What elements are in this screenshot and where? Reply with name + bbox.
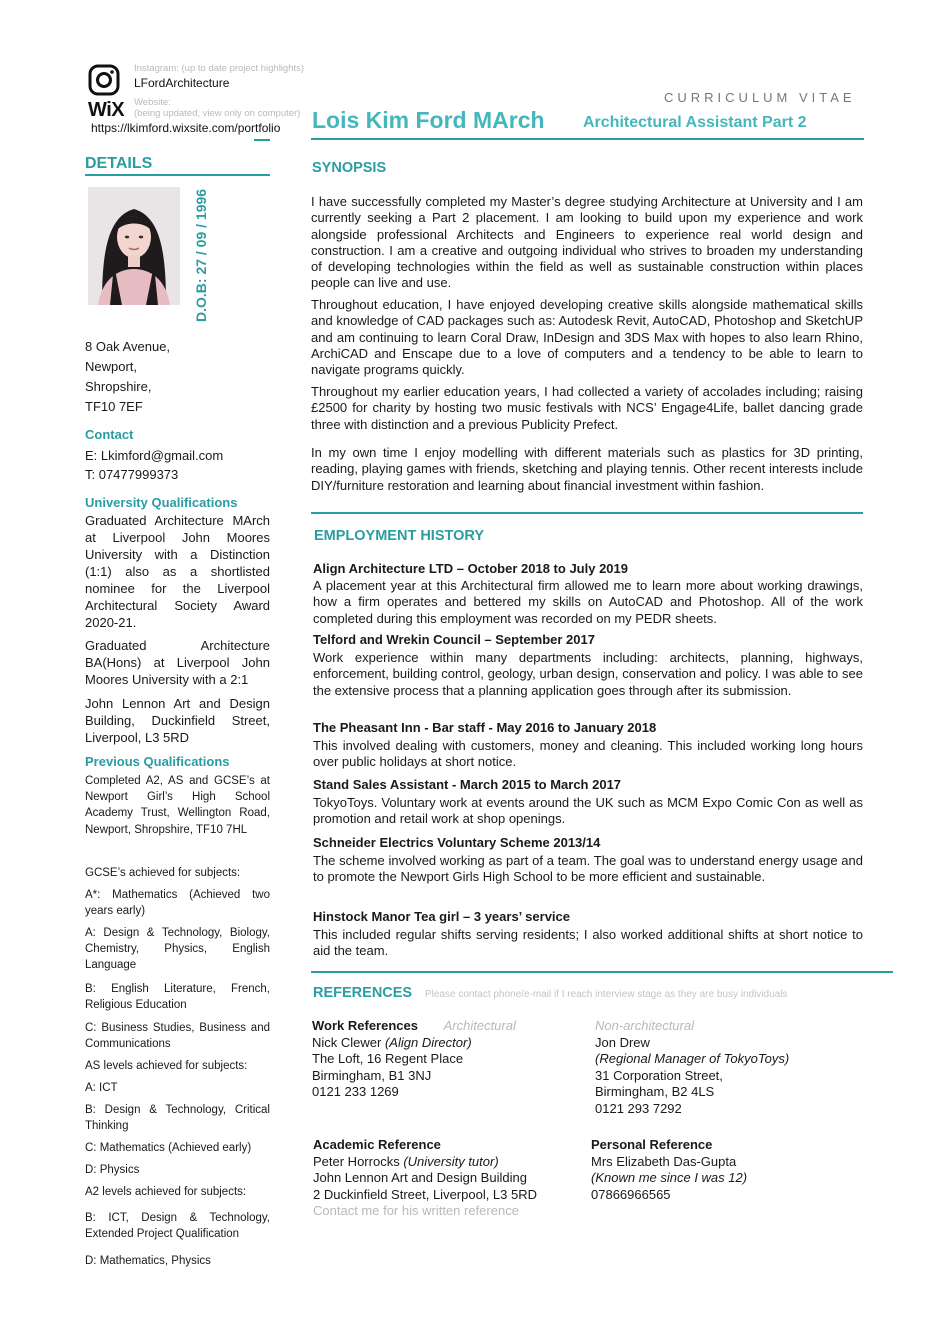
details-heading: DETAILS bbox=[85, 155, 153, 172]
candidate-name: Lois Kim Ford MArch bbox=[312, 107, 545, 133]
address-block bbox=[85, 337, 170, 417]
personal-reference-heading: Personal Reference bbox=[591, 1137, 713, 1152]
references-note: Please contact phone/e-mail if I reach interview stage as they are busy individuals bbox=[425, 989, 788, 1000]
synopsis-divider bbox=[311, 512, 863, 514]
job-description: The scheme involved working as part of a team. The goal was to understand energy usage and to promote the Newport Girls High School to be more efficient and sustainable. bbox=[313, 853, 863, 885]
job-title: Telford and Wrekin Council – September 2017 bbox=[313, 632, 595, 647]
instagram-icon bbox=[88, 64, 120, 96]
gcse-grade: B: English Literature, French, Religious Education bbox=[85, 983, 270, 1012]
references-heading: REFERENCES bbox=[313, 985, 413, 1001]
job-title: The Pheasant Inn - Bar staff - May 2016 to January 2018 bbox=[313, 720, 657, 735]
job-title: Stand Sales Assistant - March 2015 to March 2017 bbox=[313, 777, 622, 792]
address-line: 8 Oak Avenue, bbox=[85, 339, 171, 354]
a2-level-heading: A2 levels achieved for subjects: bbox=[85, 1186, 247, 1198]
synopsis-heading: SYNOPSIS bbox=[312, 160, 387, 176]
non-architectural-tag: Non-architectural bbox=[595, 1018, 694, 1033]
job-title: Schneider Electrics Voluntary Scheme 2013/14 bbox=[313, 835, 601, 850]
a2-level-grade: B: ICT, Design & Technology, Extended Project Qualification bbox=[85, 1212, 270, 1241]
referee-address: John Lennon Art and Design Building bbox=[313, 1170, 527, 1186]
referee-name: Nick Clewer bbox=[312, 1034, 385, 1050]
referee-phone: 07866966565 bbox=[591, 1186, 671, 1202]
referee-address: 2 Duckinfield Street, Liverpool, L3 5RD bbox=[313, 1186, 538, 1202]
job-description: TokyoToys. Voluntary work at events around the UK such as MCM Expo Comic Con as well as promotion and retail work at shop openings. bbox=[313, 795, 863, 827]
employment-heading: EMPLOYMENT HISTORY bbox=[314, 528, 484, 544]
synopsis-paragraph: I have successfully completed my Master’s degree studying Architecture at University and I am currently seeking a Part 2 placement. I am looking to build upon my experience and work alongside professional Architects and Engineers to experience real world design and construction. I am a creative and outgoing individual who strives to broaden my understanding of developing technologies within the field as well as sustainable construction within places people can live and use. bbox=[311, 194, 863, 291]
profile-photo bbox=[88, 187, 180, 305]
details-divider bbox=[85, 174, 270, 176]
work-reference-non-architectural bbox=[595, 1018, 789, 1118]
header-divider bbox=[311, 138, 864, 140]
reference-note: Contact me for his written reference bbox=[313, 1203, 519, 1219]
as-level-grade: D: Physics bbox=[85, 1164, 140, 1176]
date-of-birth: D.O.B: 27 / 09 / 1996 bbox=[193, 188, 209, 322]
work-reference-architectural bbox=[312, 1018, 516, 1101]
as-level-grade: B: Design & Technology, Critical Thinking bbox=[85, 1104, 270, 1133]
referee-role: (Regional Manager of TokyoToys) bbox=[595, 1051, 790, 1067]
referee-name: Jon Drew bbox=[595, 1034, 650, 1050]
job-description: A placement year at this Architectural firm allowed me to learn more about working drawings, how a firm operates and bettered my skills on AutoCAD and Photoshop. All of the work completed during this employment was recorded on my PEDR sheets. bbox=[313, 578, 863, 626]
work-references-heading: Work References bbox=[312, 1018, 418, 1033]
referee-phone: 0121 233 1269 bbox=[312, 1084, 399, 1100]
contact-block bbox=[85, 446, 223, 484]
wix-logo-icon: WiX bbox=[88, 99, 125, 121]
phone-number: T: 07477999373 bbox=[85, 467, 179, 482]
referee-address: Birmingham, B2 4LS bbox=[595, 1084, 715, 1100]
divider bbox=[254, 139, 270, 141]
referee-address: The Loft, 16 Regent Place bbox=[312, 1051, 464, 1067]
referee-address: 31 Corporation Street, bbox=[595, 1067, 723, 1083]
university-heading: University Qualifications bbox=[85, 495, 238, 510]
synopsis-paragraph: Throughout my earlier education years, I had collected a variety of accolades including; raising £2500 for charity by hosting two music festivals with NCS’ Engage4Life, ballet dancing grade three with distinction and a previous Publicity Prefect. bbox=[311, 384, 863, 432]
job-title: Hinstock Manor Tea girl – 3 years’ service bbox=[313, 909, 570, 924]
referee-role: (Align Director) bbox=[384, 1034, 472, 1050]
referee-role: (University tutor) bbox=[403, 1153, 499, 1169]
job-description: Work experience within many departments including: architects, planning, highways, enforcement, building control, geology, urban design, conservation and policy. I was able to see the extensive process that a planning application goes through after its submission. bbox=[313, 650, 863, 698]
as-level-grade: C: Mathematics (Achieved early) bbox=[85, 1142, 252, 1154]
a2-level-grade: D: Mathematics, Physics bbox=[85, 1255, 211, 1267]
referee-name: Mrs Elizabeth Das-Gupta bbox=[591, 1153, 737, 1169]
referee-phone: 0121 293 7292 bbox=[595, 1100, 682, 1116]
gcse-grade: A: Design & Technology, Biology, Chemistry, Physics, English Language bbox=[85, 927, 270, 972]
synopsis-paragraph: In my own time I enjoy modelling with different materials such as plastics for 3D printing, reading, playing games with friends, sketching and playing tennis. Other recent interests include DIY/furniture restoration and learning about financial investment within fashion. bbox=[311, 445, 863, 493]
personal-reference bbox=[591, 1137, 747, 1203]
instagram-caption: Instagram: (up to date project highlights) bbox=[134, 63, 305, 74]
university-address: John Lennon Art and Design Building, Duckinfield Street, Liverpool, L3 5RD bbox=[85, 696, 270, 745]
job-description: This included regular shifts serving residents; I also worked additional shifts at short notice to aid the team. bbox=[313, 927, 863, 959]
address-line: Newport, bbox=[85, 359, 138, 374]
gcse-grade: A*: Mathematics (Achieved two years early) bbox=[85, 889, 270, 918]
contact-heading: Contact bbox=[85, 427, 134, 442]
synopsis-paragraph: Throughout education, I have enjoyed developing creative skills alongside mathematical skills and knowledge of CAD packages such as: Autodesk Revit, AutoCAD, Photoshop and SketchUP and am continuing to learn Coral Draw, InDesign and 3DS Max with hopes to also learn Rhino, ArchiCAD and Enscape due to a love of computers and a tendency to be able to learn to navigate programs quickly. bbox=[311, 297, 863, 378]
academic-reference-heading: Academic Reference bbox=[313, 1137, 441, 1152]
referee-address: Birmingham, B1 3NJ bbox=[312, 1067, 432, 1083]
previous-qualifications-heading: Previous Qualifications bbox=[85, 754, 230, 769]
school-details: Completed A2, AS and GCSE’s at Newport Girl’s High School Academy Trust, Wellington Road, Newport, Shropshire, TF10 7HL bbox=[85, 775, 270, 836]
referee-name: Peter Horrocks bbox=[313, 1153, 404, 1169]
university-qualification: Graduated Architecture MArch at Liverpool John Moores University with a Distinction (1:1) also as a shortlisted nominee for the Liverpool Architectural Society Award 2020-21. bbox=[85, 513, 270, 630]
university-qualification: Graduated Architecture BA(Hons) at Liverpool John Moores University with a 2:1 bbox=[85, 638, 270, 687]
address-line: TF10 7EF bbox=[85, 399, 143, 414]
candidate-role: Architectural Assistant Part 2 bbox=[583, 114, 807, 131]
architectural-tag: Architectural bbox=[443, 1018, 516, 1033]
gcse-grade: C: Business Studies, Business and Communications bbox=[85, 1022, 270, 1051]
job-title: Align Architecture LTD – October 2018 to July 2019 bbox=[313, 561, 628, 576]
job-description: This involved dealing with customers, money and cleaning. This included working long hours over public holidays at short notice. bbox=[313, 738, 863, 770]
email-link[interactable]: E: Lkimford@gmail.com bbox=[85, 448, 224, 463]
gcse-heading: GCSE’s achieved for subjects: bbox=[85, 867, 241, 879]
address-line: Shropshire, bbox=[85, 379, 152, 394]
website-caption: Website: bbox=[134, 97, 171, 108]
referee-role: (Known me since I was 12) bbox=[591, 1170, 748, 1186]
website-url-link[interactable]: https://lkimford.wixsite.com/portfolio bbox=[91, 121, 281, 135]
employment-divider bbox=[311, 971, 893, 973]
as-level-grade: A: ICT bbox=[85, 1082, 118, 1094]
cv-label: CURRICULUM VITAE bbox=[664, 90, 856, 105]
as-level-heading: AS levels achieved for subjects: bbox=[85, 1060, 248, 1072]
instagram-handle[interactable]: LFordArchitecture bbox=[134, 76, 230, 90]
academic-reference bbox=[313, 1137, 537, 1220]
website-subcaption: (being updated, view only on computer) bbox=[134, 108, 301, 119]
